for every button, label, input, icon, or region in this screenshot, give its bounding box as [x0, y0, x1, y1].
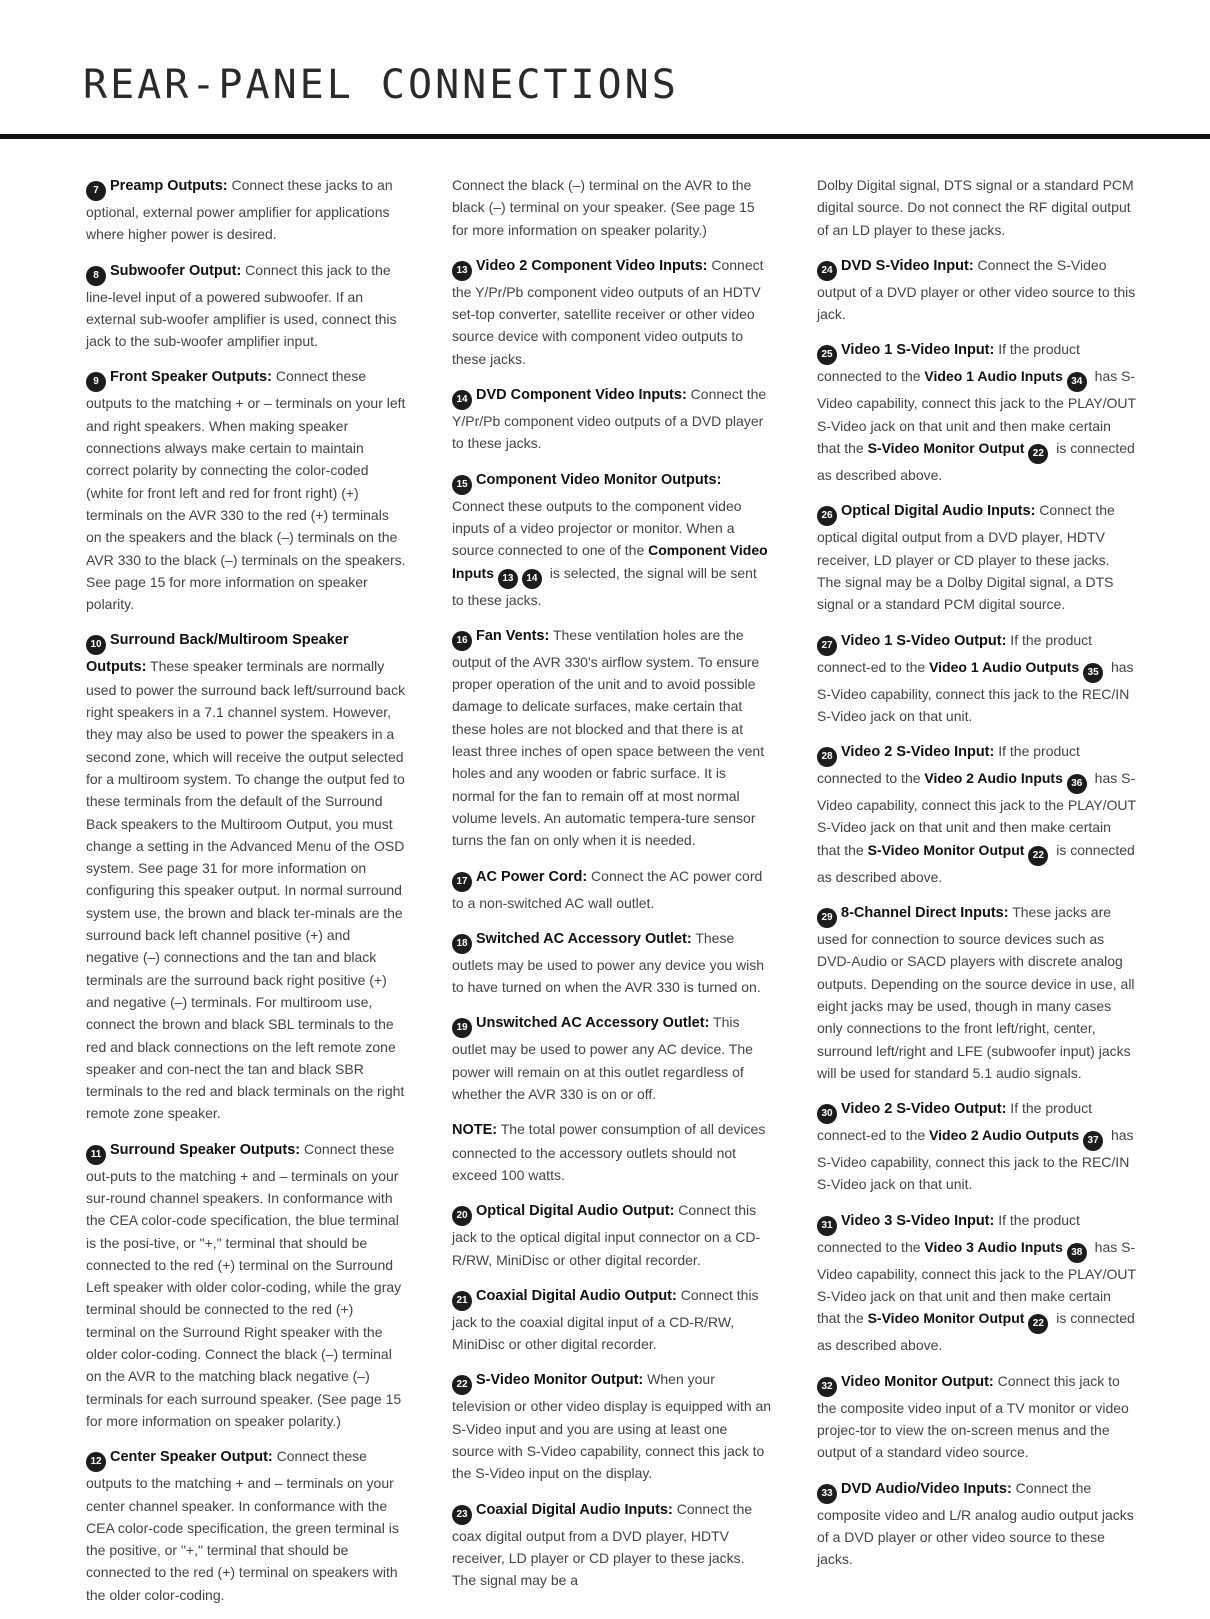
entry-body: Connect the coax digital output from a DVD player, HDTV receiver, LD player or CD player to these jacks. The signal may be a [452, 1500, 753, 1589]
entry-ac-power-cord [452, 865, 772, 914]
entry-heading: Center Speaker Output: [110, 1449, 273, 1466]
callout-number: 15 [452, 475, 472, 495]
entry-heading: Video 2 S-Video Output: [841, 1101, 1007, 1118]
entry-heading: Coaxial Digital Audio Inputs: [476, 1501, 673, 1518]
entry-unswitched-ac-outlet [452, 1011, 772, 1105]
entry-preamp-outputs [86, 174, 406, 246]
entry-body: If the product connect-ed to the [817, 631, 1093, 675]
callout-reference: 22 [1028, 444, 1048, 464]
callout-number: 20 [452, 1206, 472, 1226]
callout-number: 29 [817, 908, 837, 928]
callout-number: 9 [86, 372, 106, 392]
entry-heading: S-Video Monitor Output: [476, 1372, 644, 1389]
entry-coaxial-digital-inputs [452, 1498, 772, 1592]
entry-body: has S-Video capability, connect this jack to the PLAY/OUT S-Video jack on that unit and then make certain that the [817, 770, 1136, 858]
callout-reference: 14 [522, 569, 542, 589]
callout-number: 33 [817, 1484, 837, 1504]
callout-number: 17 [452, 872, 472, 892]
column-1 [86, 174, 406, 1619]
entry-body: If the product connect-ed to the [817, 1100, 1093, 1144]
callout-number: 14 [452, 390, 472, 410]
continued-text: Connect the black (–) terminal on the AVR to the black (–) terminal on your speaker. (See page 15 for more information on speaker polarity.) [452, 177, 755, 238]
entry-heading: Fan Vents: [476, 627, 550, 644]
entry-heading: AC Power Cord: [476, 868, 588, 885]
entry-heading: Video 1 S-Video Input: [841, 342, 995, 359]
entry-body: Connect these outputs to the matching + and – terminals on your center channel speaker. In conformance with the CEA color-code specification, the green terminal is the positive, or "+," terminal that should be connected to the red (+) terminal on speakers with the older color-coding. [86, 1448, 399, 1603]
entry-body: Connect these jacks to an optional, external power amplifier for applications where higher power is desired. [86, 177, 393, 243]
entry-body: Connect the Y/Pr/Pb component video outputs of a DVD player to these jacks. [452, 386, 767, 452]
callout-reference: 13 [498, 569, 518, 589]
callout-number: 26 [817, 506, 837, 526]
title-rule [0, 134, 1210, 139]
entry-heading: Video 3 S-Video Input: [841, 1212, 995, 1229]
entry-heading: Unswitched AC Accessory Outlet: [476, 1015, 710, 1032]
entry-body: These ventilation holes are the output of the AVR 330's airflow system. To ensure proper operation of the unit and to avoid possible damage to delicate surfaces, make certain that these holes are not blocked and that there is at least three inches of open space between the vent holes and any wooden or fabric surface. It is normal for the fan to remain off at most normal volume levels. An automatic tempera-ture sensor turns the fan on only when it is needed. [452, 626, 765, 849]
entry-video3-svideo-input [817, 1209, 1137, 1357]
entry-body: Connect this jack to the line-level input of a powered subwoofer. If an external sub-woofer amplifier is used, connect this jack to the sub-woofer amplifier input. [86, 261, 397, 350]
entry-body: Connect this jack to the optical digital input connector on a CD-R/RW, MiniDisc or other digital recorder. [452, 1202, 761, 1268]
entry-heading: Video Monitor Output: [841, 1373, 994, 1390]
entry-heading: Video 2 S-Video Input: [841, 744, 995, 761]
entry-body: If the product connected to the [817, 341, 1080, 385]
entry-svideo-monitor-output [452, 1368, 772, 1484]
entry-heading: Switched AC Accessory Outlet: [476, 930, 692, 947]
entry-heading: Optical Digital Audio Output: [476, 1203, 675, 1220]
callout-number: 24 [817, 261, 837, 281]
entry-body: This outlet may be used to power any AC device. The power will remain on at this outlet regardless of whether the AVR 330 is on or off. [452, 1014, 753, 1103]
callout-reference: 34 [1067, 372, 1087, 392]
entry-heading: Preamp Outputs: [110, 178, 228, 194]
entry-video2-component-inputs [452, 254, 772, 370]
entry-body: is connected as described above. [817, 440, 1135, 484]
entry-dvd-svideo-input [817, 254, 1137, 326]
bold-term: S-Video Monitor Output [867, 440, 1025, 457]
callout-number: 31 [817, 1216, 837, 1236]
entry-subwoofer-output [86, 259, 406, 353]
callout-number: 21 [452, 1291, 472, 1311]
entry-body: Connect these out-puts to the matching + and – terminals on your sur-round channel speakers. In conformance with the CEA color-code specification, the blue terminal is the posi-tive, or "+," terminal that should be connected to the red (+) terminal on the Surround Left speaker with older color-coding, while the gray terminal should be connected to the red (+) terminal on the Surround Right speaker with the older color-coding. Connect the black (–) terminal on the AVR to the matching black negative (–) terminals for each surround speaker. (See page 15 for more information on speaker polarity.) [86, 1140, 402, 1429]
bold-term: Video 2 Audio Outputs [929, 1127, 1080, 1144]
entry-heading: Video 2 Component Video Inputs: [476, 257, 708, 274]
callout-reference: 22 [1028, 846, 1048, 866]
entry-body: When your television or other video display is equipped with an S-Video input and you are using at least one source with S-Video capability, connect this jack to the S-Video input on the display. [452, 1371, 772, 1482]
entry-body: Connect the AC power cord to a non-switched AC wall outlet. [452, 867, 763, 911]
callout-number: 28 [817, 747, 837, 767]
column-3 [817, 174, 1137, 1583]
bold-term: Video 2 Audio Inputs [924, 770, 1063, 787]
note-body: The total power consumption of all devices connected to the accessory outlets should not exceed 100 watts. [452, 1121, 766, 1183]
note [452, 1118, 772, 1186]
callout-number: 32 [817, 1377, 837, 1397]
callout-reference: 37 [1083, 1131, 1103, 1151]
entry-optical-digital-inputs [817, 499, 1137, 615]
entry-body: is connected as described above. [817, 1310, 1135, 1354]
entry-body: Connect the composite video and L/R analog audio output jacks of a DVD player or other video source to these jacks. [817, 1479, 1134, 1568]
entry-body: Connect the Y/Pr/Pb component video outputs of an HDTV set-top converter, satellite receiver or other video source device with component video outputs to these jacks. [452, 256, 764, 367]
entry-heading: DVD S-Video Input: [841, 257, 974, 274]
entry-component-monitor-outputs [452, 468, 772, 611]
entry-heading: Front Speaker Outputs: [110, 369, 272, 386]
entry-body: These jacks are used for connection to source devices such as DVD-Audio or SACD players with discrete analog outputs. Depending on the source device in use, all eight jacks may be used, though in many cases only connections to the front left/right, center, surround left/right and LFE (subwoofer input) jacks will be used for standard 5.1 audio signals. [817, 904, 1135, 1081]
entry-optical-digital-output [452, 1199, 772, 1271]
bold-term: Video 1 Audio Outputs [929, 658, 1080, 675]
callout-reference: 35 [1083, 663, 1103, 683]
entry-heading: DVD Component Video Inputs: [476, 387, 687, 404]
callout-reference: 22 [1028, 1314, 1048, 1334]
entry-video2-svideo-output [817, 1097, 1137, 1196]
entry-heading: Surround Speaker Outputs: [110, 1141, 301, 1158]
entry-body: has S-Video capability, connect this jack to the PLAY/OUT S-Video jack on that unit and then make certain that the [817, 1238, 1136, 1327]
entry-body: Connect these outputs to the component video inputs of a video projector or monitor. When a source connected to one of the [452, 497, 742, 559]
entry-center-speaker-output [86, 1445, 406, 1606]
entry-dvd-audio-video-inputs [817, 1477, 1137, 1571]
entry-video2-svideo-input [817, 740, 1137, 888]
entry-body: Connect this jack to the composite video input of a TV monitor or video projec-tor to view the on-screen menus and the output of a standard video source. [817, 1372, 1129, 1461]
entry-heading: Coaxial Digital Audio Output: [476, 1287, 677, 1304]
entry-surround-speaker-outputs [86, 1138, 406, 1433]
callout-number: 19 [452, 1018, 472, 1038]
bold-term: Video 3 Audio Inputs [924, 1238, 1063, 1255]
entry-body: is selected, the signal will be sent to these jacks. [452, 564, 757, 608]
entry-heading: Subwoofer Output: [110, 262, 242, 279]
bold-term: Video 1 Audio Inputs [924, 368, 1063, 385]
callout-number: 30 [817, 1104, 837, 1124]
callout-number: 11 [86, 1145, 106, 1165]
entry-body: has S-Video capability, connect this jack to the PLAY/OUT S-Video jack on that unit and then make certain that the [817, 368, 1136, 457]
entry-front-speaker-outputs [86, 365, 406, 615]
callout-number: 22 [452, 1375, 472, 1395]
callout-number: 12 [86, 1452, 106, 1472]
entry-body: has S-Video capability, connect this jack to the REC/IN S-Video jack on that unit. [817, 658, 1134, 724]
entry-heading: Video 1 S-Video Output: [841, 632, 1007, 649]
entry-body: Connect the S-Video output of a DVD player or other video source to this jack. [817, 256, 1136, 323]
entry-switched-ac-outlet [452, 927, 772, 999]
callout-number: 8 [86, 266, 106, 286]
entry-video1-svideo-input [817, 338, 1137, 486]
bold-term: Component Video Inputs [452, 542, 768, 581]
entry-body: Connect these outputs to the matching + or – terminals on your left and right speakers. When making speaker connections always make certain to maintain correct polarity by connecting the color-coded (white for front left and red for front right) (+) terminals on the AVR 330 to the red (+) terminals on the speakers and the black (–) terminals on the AVR 330 to the black (–) terminals on the speakers. See page 15 for more information on speaker polarity. [86, 368, 406, 613]
callout-number: 7 [86, 181, 106, 201]
note-label: NOTE: [452, 1122, 498, 1139]
entry-fan-vents [452, 624, 772, 852]
callout-reference: 38 [1067, 1243, 1087, 1263]
bold-term: S-Video Monitor Output [867, 841, 1025, 858]
column-2 [452, 174, 772, 1604]
continued-text: Dolby Digital signal, DTS signal or a standard PCM digital source. Do not connect the RF digital output of an LD player to these jacks. [817, 177, 1134, 238]
entry-heading: DVD Audio/Video Inputs: [841, 1480, 1012, 1497]
entry-body: Connect this jack to the coaxial digital input of a CD-R/RW, MiniDisc or other digital recorder. [452, 1286, 759, 1353]
callout-reference: 36 [1067, 774, 1087, 794]
entry-8ch-direct-inputs [817, 901, 1137, 1084]
callout-number: 13 [452, 261, 472, 281]
entry-coaxial-digital-output [452, 1284, 772, 1356]
entry-body: Connect the optical digital output from a DVD player, HDTV receiver, LD player or CD player to these jacks. The signal may be a Dolby Digital signal, a DTS signal or a standard PCM digital source. [817, 502, 1115, 613]
entry-video1-svideo-output [817, 629, 1137, 728]
entry-body: is connected as described above. [817, 841, 1135, 885]
page-title: REAR-PANEL CONNECTIONS [83, 62, 679, 108]
entry-dvd-component-inputs [452, 383, 772, 455]
callout-number: 27 [817, 636, 837, 656]
callout-number: 25 [817, 345, 837, 365]
entry-body: has S-Video capability, connect this jack to the REC/IN S-Video jack on that unit. [817, 1127, 1134, 1193]
callout-number: 23 [452, 1505, 472, 1525]
entry-body: If the product connected to the [817, 743, 1080, 787]
entry-body: If the product connected to the [817, 1211, 1080, 1255]
entry-heading: 8-Channel Direct Inputs: [841, 905, 1009, 922]
entry-heading: Surround Back/Multiroom Speaker Outputs: [86, 632, 349, 676]
callout-number: 16 [452, 631, 472, 651]
entry-body: These outlets may be used to power any device you wish to have turned on when the AVR 330 is turned on. [452, 929, 765, 996]
entry-video-monitor-output [817, 1370, 1137, 1464]
entry-surround-back-outputs [86, 628, 406, 1124]
callout-number: 18 [452, 934, 472, 954]
entry-body: These speaker terminals are normally used to power the surround back left/surround back right speakers in a 7.1 channel system. However, they may also be used to power the speakers in a second zone, which will receive the output selected for a multiroom system. To change the output fed to these terminals from the default of the Surround Back speakers to the Multiroom Output, you must change a setting in the Advanced Menu of the OSD system. See page 31 for more information on configuring this speaker output. In normal surround system use, the brown and black ter-minals are the surround back left channel positive (+) and negative (–) connections and the tan and black terminals are the surround back right positive (+) and negative (–) terminals. For multiroom use, connect the brown and black SBL terminals to the red and black connections on the left remote zone speaker and con-nect the tan and black SBR terminals to the red and black terminals on the right remote zone speaker. [86, 658, 406, 1122]
bold-term: S-Video Monitor Output [867, 1310, 1025, 1327]
callout-number: 10 [86, 635, 106, 655]
entry-heading: Optical Digital Audio Inputs: [841, 503, 1036, 520]
entry-heading: Component Video Monitor Outputs: [476, 471, 722, 488]
